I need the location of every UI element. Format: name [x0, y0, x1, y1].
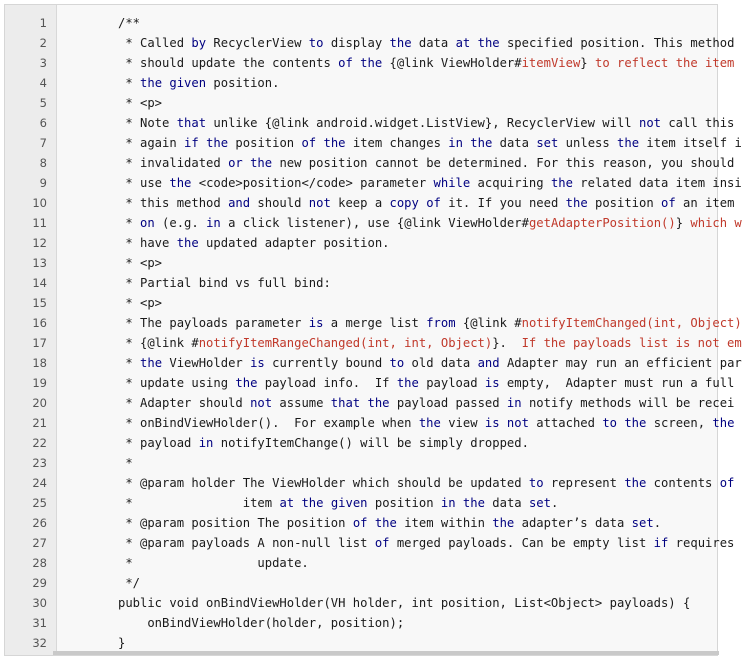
- code-token: if: [184, 136, 199, 150]
- code-token: is: [484, 376, 500, 390]
- code-token: *: [118, 356, 141, 370]
- code-token: in: [206, 216, 221, 230]
- code-token: * {@link #: [118, 336, 199, 350]
- code-token: [470, 36, 477, 50]
- line-number: 24: [32, 476, 47, 490]
- code-token: the: [492, 516, 515, 530]
- line-number: 14: [32, 276, 47, 290]
- code-token: [316, 136, 323, 150]
- line-number: 26: [32, 516, 47, 530]
- code-token: the: [323, 136, 346, 150]
- line-number: 6: [39, 116, 47, 130]
- code-token: related data item insi: [572, 176, 742, 190]
- code-token: * Adapter should: [118, 396, 251, 410]
- code-token: .: [550, 496, 559, 510]
- line-number: 31: [32, 616, 47, 630]
- line-number: 1: [39, 16, 47, 30]
- code-token: not: [506, 416, 529, 430]
- code-token: the: [418, 416, 441, 430]
- code-token: * use: [118, 176, 170, 190]
- code-token: }.: [492, 336, 522, 350]
- code-line: [5, 93, 719, 113]
- line-number: 13: [32, 256, 47, 270]
- line-number: 19: [32, 376, 47, 390]
- line-text: [118, 213, 742, 233]
- code-token: contents: [646, 476, 720, 490]
- line-text: [118, 353, 742, 373]
- line-number: 28: [32, 556, 47, 570]
- code-token: which w: [690, 216, 742, 230]
- code-token: old data: [404, 356, 478, 370]
- code-token: the: [367, 396, 390, 410]
- code-token: data: [411, 36, 456, 50]
- line-number: 29: [32, 576, 47, 590]
- code-token: unless: [558, 136, 618, 150]
- code-line: [5, 293, 719, 313]
- code-token: in: [448, 136, 463, 150]
- code-token: * @param holder The ViewHolder which should be updated: [118, 476, 529, 490]
- code-line: [5, 53, 735, 73]
- code-token: not: [250, 396, 273, 410]
- code-token: set: [631, 516, 654, 530]
- code-token: * have: [118, 236, 177, 250]
- code-line: [5, 153, 735, 173]
- line-number: 16: [32, 316, 47, 330]
- code-token: the: [624, 476, 647, 490]
- code-token: [368, 516, 375, 530]
- code-token: }: [580, 56, 595, 70]
- code-line: [5, 533, 735, 553]
- code-token: or: [228, 156, 243, 170]
- code-token: * onBindViewHolder(). For example when: [118, 416, 419, 430]
- line-text: [118, 273, 331, 293]
- line-text: [118, 253, 162, 273]
- code-token: * should update the contents: [118, 56, 339, 70]
- code-token: the: [206, 136, 229, 150]
- code-token: * @param payloads A non-null list: [118, 536, 375, 550]
- code-token: at: [455, 36, 471, 50]
- code-token: not: [638, 116, 661, 130]
- code-line: [5, 453, 719, 473]
- code-token: the given: [301, 496, 368, 510]
- code-line: [5, 313, 742, 333]
- line-number: 9: [39, 176, 47, 190]
- code-token: if: [653, 536, 669, 550]
- line-text: [118, 53, 734, 73]
- code-token: to: [528, 476, 544, 490]
- code-token: requires: [668, 536, 735, 550]
- code-token: [360, 396, 367, 410]
- code-token: of: [338, 56, 353, 70]
- line-text: [118, 73, 279, 93]
- line-number: 18: [32, 356, 47, 370]
- code-token: the: [470, 136, 493, 150]
- code-token: position: [587, 196, 662, 210]
- code-line: [5, 213, 742, 233]
- code-token: at: [279, 496, 295, 510]
- code-token: set: [536, 136, 559, 150]
- code-token: and: [228, 196, 251, 210]
- code-token: [500, 416, 507, 430]
- line-number: 10: [32, 196, 47, 210]
- code-token: {@link #: [455, 316, 522, 330]
- line-text: [118, 553, 309, 573]
- line-text: [118, 573, 140, 593]
- code-token: *: [118, 216, 141, 230]
- code-line: [5, 593, 719, 613]
- code-token: notifyItemRangeChanged(int, int, Object): [198, 336, 493, 350]
- code-token: a click listener), use {@link ViewHolder#: [220, 216, 529, 230]
- line-number: 17: [32, 336, 47, 350]
- code-token: public void onBindViewHolder(VH holder, int position, List<Object> payloads) {: [118, 596, 691, 610]
- line-number: 20: [32, 396, 47, 410]
- code-line: [5, 413, 735, 433]
- code-token: is: [308, 316, 324, 330]
- code-token: to reflect the item: [594, 56, 735, 70]
- code-token: * The payloads parameter: [118, 316, 309, 330]
- code-token: to: [602, 416, 617, 430]
- code-token: the: [389, 36, 412, 50]
- line-number: 3: [39, 56, 47, 70]
- code-line: [5, 493, 719, 513]
- code-token: item changes: [345, 136, 449, 150]
- code-token: updated adapter position.: [198, 236, 390, 250]
- code-token: position: [228, 136, 302, 150]
- code-token: position.: [206, 76, 280, 90]
- code-token: * Partial bind vs full bind:: [118, 276, 331, 290]
- code-line: [5, 273, 719, 293]
- code-block: [4, 4, 742, 656]
- code-token: * again: [118, 136, 185, 150]
- code-line: [5, 433, 719, 453]
- code-token: that: [330, 396, 361, 410]
- code-token: it. If you need: [440, 196, 566, 210]
- line-text: [118, 493, 558, 513]
- code-token: }: [118, 636, 126, 650]
- line-number: 15: [32, 296, 47, 310]
- code-token: *: [118, 76, 141, 90]
- line-number: 32: [32, 636, 47, 650]
- line-text: [118, 33, 734, 53]
- code-token: keep a: [330, 196, 390, 210]
- line-number: 25: [32, 496, 47, 510]
- line-text: [118, 413, 734, 433]
- line-text: [118, 173, 742, 193]
- line-number: 23: [32, 456, 47, 470]
- code-token: view: [440, 416, 485, 430]
- code-line: [5, 633, 719, 653]
- code-token: [199, 136, 206, 150]
- code-token: [456, 496, 463, 510]
- code-token: /**: [118, 16, 141, 30]
- line-text: [118, 93, 162, 113]
- code-token: screen,: [646, 416, 713, 430]
- code-token: an item: [675, 196, 735, 210]
- line-number: 2: [39, 36, 47, 50]
- line-text: [118, 293, 162, 313]
- code-token: while: [433, 176, 471, 190]
- code-token: empty, Adapter must run a full: [499, 376, 735, 390]
- line-text: [118, 613, 404, 633]
- code-token: notifyItemChanged(int, Object): [521, 316, 742, 330]
- code-line: [5, 133, 742, 153]
- code-token: }: [675, 216, 691, 230]
- code-token: from: [426, 316, 456, 330]
- code-token: the: [617, 136, 640, 150]
- code-line: [5, 573, 719, 593]
- code-token: {@link ViewHolder#: [382, 56, 522, 70]
- code-line: [5, 513, 719, 533]
- code-token: in: [198, 436, 214, 450]
- code-token: position: [367, 496, 441, 510]
- code-token: adapter’s data: [514, 516, 632, 530]
- code-token: * Note: [118, 116, 177, 130]
- code-token: the: [169, 176, 192, 190]
- code-token: the: [624, 416, 647, 430]
- code-line: [5, 373, 735, 393]
- code-token: payload passed: [389, 396, 507, 410]
- line-text: [118, 153, 734, 173]
- code-token: the: [235, 376, 258, 390]
- code-token: * <p>: [118, 256, 163, 270]
- line-number: 4: [39, 76, 47, 90]
- code-token: unlike {@link android.widget.ListView}, RecyclerView will: [206, 116, 639, 130]
- code-token: in: [506, 396, 522, 410]
- code-token: notifyItemChange() will be simply dropped.: [213, 436, 529, 450]
- code-token: (e.g.: [154, 216, 207, 230]
- code-token: and: [477, 356, 500, 370]
- code-token: [243, 156, 250, 170]
- code-token: the: [176, 236, 199, 250]
- line-text: [118, 133, 742, 153]
- code-token: .: [653, 516, 662, 530]
- code-token: the: [396, 376, 419, 390]
- code-line: [5, 553, 719, 573]
- code-line: [5, 233, 719, 253]
- code-token: * update.: [118, 556, 309, 570]
- code-line: [5, 13, 719, 33]
- line-number: 8: [39, 156, 47, 170]
- code-token: onBindViewHolder(holder, position);: [118, 616, 405, 630]
- code-token: the: [250, 156, 273, 170]
- code-token: data: [492, 136, 537, 150]
- code-token: the: [462, 496, 485, 510]
- code-token: represent: [543, 476, 625, 490]
- line-number: 7: [39, 136, 47, 150]
- code-line: [5, 333, 742, 353]
- line-text: [118, 233, 390, 253]
- line-text: [118, 453, 133, 473]
- code-token: is: [250, 356, 265, 370]
- code-token: */: [118, 576, 141, 590]
- code-token: itemView: [521, 56, 581, 70]
- line-text: [118, 633, 125, 653]
- code-token: the given: [140, 76, 207, 90]
- code-token: the: [374, 516, 397, 530]
- code-token: of: [719, 476, 735, 490]
- line-text: [118, 113, 734, 133]
- code-token: *: [118, 456, 133, 470]
- code-token: of: [301, 136, 317, 150]
- code-token: If the payloads list is not em: [521, 336, 742, 350]
- code-line: [5, 613, 719, 633]
- code-token: payload: [418, 376, 485, 390]
- line-text: [118, 333, 742, 353]
- code-token: * Called: [118, 36, 192, 50]
- line-text: [118, 433, 529, 453]
- code-token: * <p>: [118, 296, 163, 310]
- code-token: call this: [661, 116, 735, 130]
- code-token: item itself i: [639, 136, 742, 150]
- code-token: acquiring: [470, 176, 551, 190]
- code-line: [5, 473, 735, 493]
- code-token: ViewHolder: [162, 356, 251, 370]
- code-token: not: [308, 196, 331, 210]
- code-token: merged payloads. Can be empty list: [389, 536, 654, 550]
- code-line: [5, 393, 735, 413]
- code-token: specified position. This method: [499, 36, 735, 50]
- code-token: copy: [389, 196, 419, 210]
- code-token: of: [352, 516, 368, 530]
- code-token: on: [140, 216, 155, 230]
- code-line: [5, 113, 735, 133]
- code-token: of: [426, 196, 441, 210]
- line-number: 12: [32, 236, 47, 250]
- code-line: [5, 353, 742, 373]
- line-number: 30: [32, 596, 47, 610]
- line-text: [118, 313, 742, 333]
- code-token: the: [565, 196, 588, 210]
- code-token: getAdapterPosition(): [528, 216, 676, 230]
- line-text: [118, 473, 734, 493]
- code-token: * @param position The position: [118, 516, 353, 530]
- code-token: Adapter may run an efficient par: [499, 356, 742, 370]
- code-line: [5, 33, 735, 53]
- code-token: is: [484, 416, 500, 430]
- code-token: RecyclerView: [206, 36, 309, 50]
- code-token: new position cannot be determined. For this reason, you should: [272, 156, 735, 170]
- code-token: the: [712, 416, 735, 430]
- code-token: * update using: [118, 376, 236, 390]
- line-number: 22: [32, 436, 47, 450]
- code-token: data: [484, 496, 529, 510]
- line-number: 11: [32, 216, 47, 230]
- line-text: [118, 513, 661, 533]
- line-text: [118, 373, 734, 393]
- line-text: [118, 13, 140, 33]
- code-line: [5, 193, 735, 213]
- line-text: [118, 393, 734, 413]
- line-number: 27: [32, 536, 47, 550]
- code-token: a merge list: [323, 316, 427, 330]
- code-token: * this method: [118, 196, 229, 210]
- code-token: in: [440, 496, 456, 510]
- code-token: the: [360, 56, 383, 70]
- code-token: of: [661, 196, 676, 210]
- code-token: by: [191, 36, 207, 50]
- line-number: 5: [39, 96, 47, 110]
- code-token: * invalidated: [118, 156, 229, 170]
- code-token: to: [308, 36, 324, 50]
- code-token: to: [389, 356, 405, 370]
- line-text: [118, 533, 734, 553]
- code-token: currently bound: [264, 356, 390, 370]
- code-token: display: [323, 36, 390, 50]
- line-text: [118, 593, 690, 613]
- code-token: of: [374, 536, 390, 550]
- code-token: notify methods will be recei: [521, 396, 735, 410]
- code-token: item within: [396, 516, 493, 530]
- horizontal-scrollbar[interactable]: [53, 651, 719, 655]
- code-token: * item: [118, 496, 280, 510]
- code-token: should: [250, 196, 309, 210]
- code-token: payload info. If: [257, 376, 397, 390]
- code-token: <code>position</code> parameter: [191, 176, 434, 190]
- code-token: set: [528, 496, 551, 510]
- code-token: the: [550, 176, 573, 190]
- code-token: attached: [528, 416, 603, 430]
- code-token: assume: [272, 396, 331, 410]
- code-token: the: [140, 356, 163, 370]
- code-token: that: [176, 116, 207, 130]
- line-number: 21: [32, 416, 47, 430]
- code-line: [5, 253, 719, 273]
- line-text: [118, 193, 734, 213]
- code-token: * payload: [118, 436, 199, 450]
- code-line: [5, 173, 742, 193]
- code-line: [5, 73, 719, 93]
- code-token: * <p>: [118, 96, 163, 110]
- code-token: the: [477, 36, 500, 50]
